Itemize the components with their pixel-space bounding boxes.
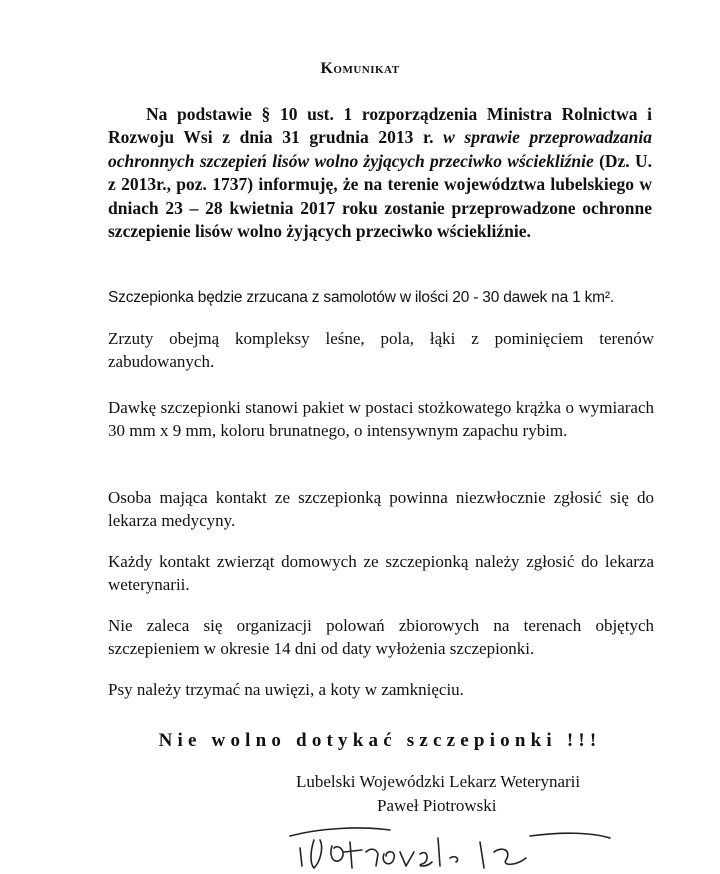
- handwritten-signature: [280, 818, 620, 874]
- paragraph-vaccine-dose: Szczepionka będzie zrzucana z samolotów w ilości 20 - 30 dawek na 1 km².: [108, 289, 614, 306]
- lead-text-part1: Na podstawie § 10 ust. 1 rozporządzenia Ministra Rolnictwa i Rozwoju Wsi z dnia 31 grudnia 2013 r.: [108, 104, 652, 148]
- paragraph-pet-contact: Każdy kontakt zwierząt domowych ze szczepionką należy zgłosić do lekarza weterynarii.: [108, 552, 654, 594]
- lead-text-part3: (Dz. U. z 2013r., poz. 1737) informuję, że na terenie województwa lubelskiego w dniach 23 – 28 kwietnia 2017 roku zostanie przeprowadzone ochronne szczepienie lisów wolno żyjących przeciwko wściekliźnie.: [108, 150, 652, 242]
- paragraph-drop-areas: Zrzuty obejmą kompleksy leśne, pola, łąki z pominięciem terenów zabudowanych.: [108, 329, 654, 371]
- warning-notice: Nie wolno dotykać szczepionki !!!: [158, 730, 602, 751]
- paragraph-human-contact: Osoba mająca kontakt ze szczepionką powinna niezwłocznie zgłosić się do lekarza medycyny.: [108, 488, 654, 530]
- lead-paragraph: [108, 103, 652, 243]
- paragraph-vaccine-description: Dawkę szczepionki stanowi pakiet w postaci stożkowatego krążka o wymiarach 30 mm x 9 mm, koloru brunatnego, o intensywnym zapachu rybim.: [108, 398, 654, 440]
- signatory-position: Lubelski Wojewódzki Lekarz Weterynarii: [296, 772, 581, 791]
- signatory-name: Paweł Piotrowski: [377, 796, 497, 815]
- lead-text-italic: w sprawie przeprowadzania ochronnych szczepień lisów wolno żyjących przeciwko wściekliźnie: [108, 127, 653, 171]
- paragraph-hunting: Nie zaleca się organizacji polowań zbiorowych na terenach objętych szczepieniem w okresie 14 dni od daty wyłożenia szczepionki.: [108, 616, 654, 658]
- paragraph-pets-restraint: Psy należy trzymać na uwięzi, a koty w zamknięciu.: [108, 680, 464, 699]
- document-title: Komunikat: [320, 60, 400, 77]
